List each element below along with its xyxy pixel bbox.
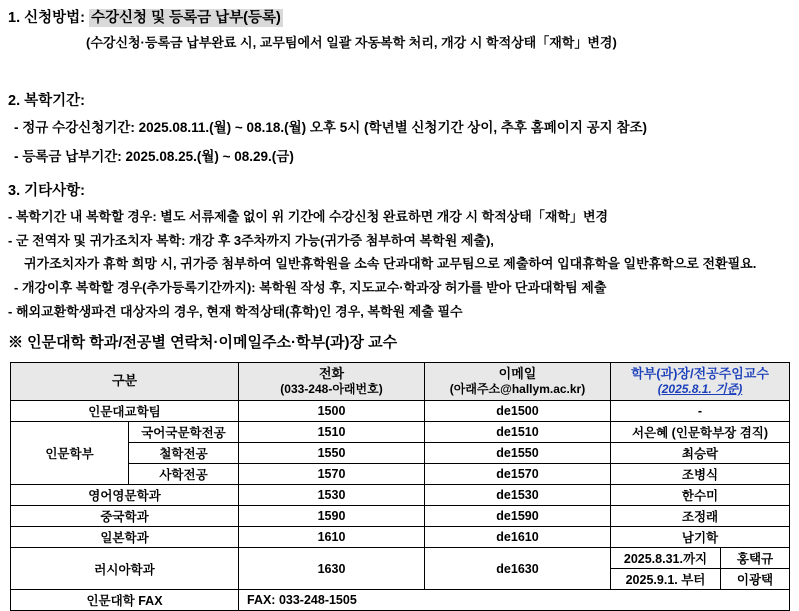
table-row [11, 527, 790, 548]
header-professor-sub: (2025.8.1. 기준) [657, 382, 743, 397]
section-1-title-plain: 신청방법: [24, 10, 90, 26]
row-professor: 조정래 [611, 506, 790, 527]
row-phone: 1550 [239, 443, 425, 464]
row-email: de1510 [425, 422, 611, 443]
section-3-heading: 3. 기타사항: [8, 183, 85, 199]
row-professor: - [611, 401, 790, 422]
row-professor-name-2: 이광택 [721, 569, 790, 590]
row-email: de1550 [425, 443, 611, 464]
row-group: 인문학부 [11, 422, 129, 485]
row-name: 사학전공 [129, 464, 239, 485]
row-professor-period-1: 2025.8.31.까지 [611, 548, 721, 569]
row-email: de1500 [425, 401, 611, 422]
header-email-sub: (아래주소@hallym.ac.kr) [449, 382, 586, 397]
row-email: de1610 [425, 527, 611, 548]
row-professor: 최승락 [611, 443, 790, 464]
row-professor: 서은혜 (인문학부장 겸직) [611, 422, 790, 443]
header-division: 구분 [11, 363, 239, 401]
section-1-note: (수강신청·등록금 납부완료 시, 교무팀에서 일괄 자동복학 처리, 개강 시 학적상태「재학」변경) [86, 35, 617, 50]
table-row-fax [11, 590, 790, 611]
row-name: 중국학과 [11, 506, 239, 527]
header-email [425, 363, 611, 401]
section-3-line-3: 귀가조치자가 휴학 희망 시, 귀가증 첨부하여 일반휴학원을 소속 단과대학 교무팀으로 제출하여 입대휴학을 일반휴학으로 전환필요. [24, 256, 757, 271]
section-1-heading [8, 6, 283, 27]
row-phone: 1530 [239, 485, 425, 506]
header-professor-main: 학부(과)장/전공주임교수 [631, 365, 769, 381]
row-fax-value: FAX: 033-248-1505 [239, 590, 790, 611]
row-name: 영어영문학과 [11, 485, 239, 506]
header-phone-main: 전화 [318, 365, 345, 381]
row-name: 일본학과 [11, 527, 239, 548]
row-email: de1630 [425, 548, 611, 590]
header-email-main: 이메일 [498, 365, 537, 381]
row-name: 국어국문학전공 [129, 422, 239, 443]
section-3-line-5: - 해외교환학생파견 대상자의 경우, 현재 학적상태(휴학)인 경우, 복학원 제출 필수 [8, 304, 463, 319]
section-3-line-4: - 개강이후 복학할 경우(추가등록기간까지): 복학원 작성 후, 지도교수·학과장 허가를 받아 단과대학팀 제출 [14, 280, 607, 295]
section-1-number: 1. [8, 10, 21, 26]
row-professor: 남기학 [611, 527, 790, 548]
row-phone: 1510 [239, 422, 425, 443]
section-3-line-2: - 군 전역자 및 귀가조치자 복학: 개강 후 3주차까지 가능(귀가증 첨부하여 복학원 제출), [8, 233, 494, 248]
row-name: 러시아학과 [11, 548, 239, 590]
row-email: de1570 [425, 464, 611, 485]
row-phone: 1630 [239, 548, 425, 590]
table-row [11, 485, 790, 506]
row-name-fax: 인문대학 FAX [11, 590, 239, 611]
header-phone-sub: (033-248-아래번호) [280, 382, 383, 397]
table-row-russia [11, 548, 790, 569]
row-professor: 조병식 [611, 464, 790, 485]
row-phone: 1610 [239, 527, 425, 548]
section-1-title-highlight: 수강신청 및 등록금 납부(등록) [91, 10, 281, 26]
row-email: de1590 [425, 506, 611, 527]
table-row [11, 506, 790, 527]
row-name: 인문대교학팀 [11, 401, 239, 422]
section-4-heading: ※ 인문대학 학과/전공별 연락처·이메일주소·학부(과)장 교수 [8, 334, 398, 351]
row-name: 철학전공 [129, 443, 239, 464]
row-phone: 1590 [239, 506, 425, 527]
row-professor-name-1: 홍택규 [721, 548, 790, 569]
row-phone: 1570 [239, 464, 425, 485]
table-row [11, 401, 790, 422]
row-phone: 1500 [239, 401, 425, 422]
table-row [11, 422, 790, 443]
row-professor: 한수미 [611, 485, 790, 506]
section-2-heading: 2. 복학기간: [8, 93, 85, 109]
table-header-row [11, 363, 790, 401]
section-2-line-1: - 정규 수강신청기간: 2025.08.11.(월) ~ 08.18.(월) 오후 5시 (학년별 신청기간 상이, 추후 홈페이지 공지 참조) [14, 120, 648, 135]
section-2-line-2: - 등록금 납부기간: 2025.08.25.(월) ~ 08.29.(금) [14, 149, 294, 164]
header-phone [239, 363, 425, 401]
header-professor [611, 363, 790, 401]
section-3-line-1: - 복학기간 내 복학할 경우: 별도 서류제출 없이 위 기간에 수강신청 완료하면 개강 시 학적상태「재학」변경 [8, 209, 609, 224]
row-email: de1530 [425, 485, 611, 506]
row-professor-period-2: 2025.9.1. 부터 [611, 569, 721, 590]
contact-table [10, 362, 790, 611]
